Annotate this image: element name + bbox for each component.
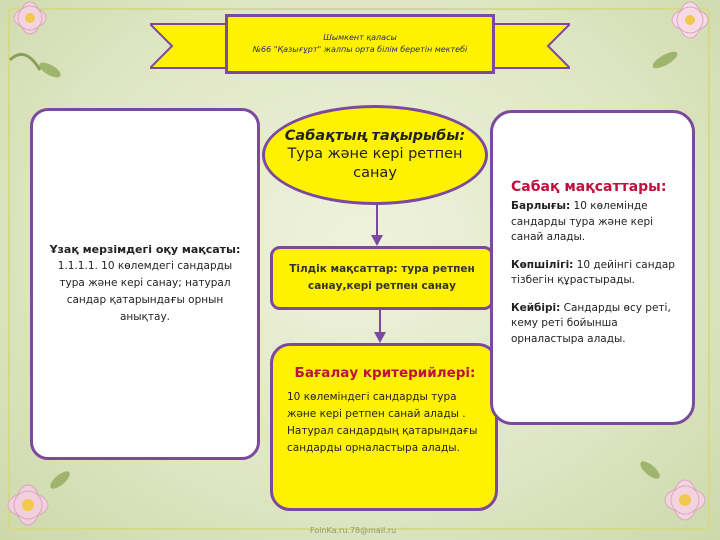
language-goals-box: [270, 246, 494, 310]
lesson-goals-title: Сабақ мақсаттары:: [511, 179, 667, 195]
long-term-objective-title: Ұзақ мерзімдегі оқу мақсаты:: [49, 242, 241, 256]
goal-item: [511, 258, 682, 289]
city-label: Шымкент қаласы: [323, 33, 397, 42]
goal-item: [511, 301, 682, 348]
lesson-topic-label: Сабақтың тақырыбы:: [284, 128, 466, 144]
title-banner: [150, 10, 570, 80]
goal-item-text: 10 көлемінде сандарды тура және кері санай алады.: [511, 200, 654, 243]
flower-decoration-top-left: [0, 0, 70, 90]
goal-item-label: Көпшілігі:: [511, 258, 574, 271]
lesson-topic-oval: [262, 105, 488, 205]
assessment-criteria-box: [270, 343, 498, 511]
long-term-objective-text: 1.1.1.1. 10 көлемдегі сандарды тура және кері санау; натурал сандар қатарындағы орнын анықтау.: [57, 259, 233, 323]
goal-item-text: Сандарды өсу реті, кему реті бойынша орналастыра алады.: [511, 301, 671, 345]
flower-decoration-top-right: [640, 0, 720, 90]
footer-watermark: FoinKa.ru.78@mail.ru: [310, 526, 397, 535]
arrow-down-icon: [370, 205, 384, 247]
assessment-criteria-text: 10 көлеміндегі сандарды тура және кері ретпен санай алады . Натурал сандардың қатарындағы сандарды орналастыра алады.: [287, 391, 478, 454]
goal-item-label: Барлығы:: [511, 200, 571, 212]
long-term-objective-panel: [30, 108, 260, 460]
goal-item-label: Кейбірі:: [511, 301, 561, 314]
flower-decoration-bottom-right: [630, 430, 720, 540]
school-label: №66 "Қазығұрт" жалпы орта білім беретін мектебі: [252, 45, 468, 54]
goal-item-text: 10 дейінгі сандар тізбегін құрастырады.: [511, 258, 675, 286]
goal-item: [511, 199, 682, 246]
banner-center-panel: [225, 14, 495, 74]
assessment-criteria-title: Бағалау критерийлері:: [294, 365, 476, 381]
language-goals-text: Тілдік мақсаттар: тура ретпен санау,кері ретпен санау: [289, 263, 475, 292]
arrow-down-icon: [373, 310, 387, 344]
lesson-topic-text: Тура және кері ретпен санау: [287, 146, 463, 181]
lesson-goals-panel: [490, 110, 695, 425]
